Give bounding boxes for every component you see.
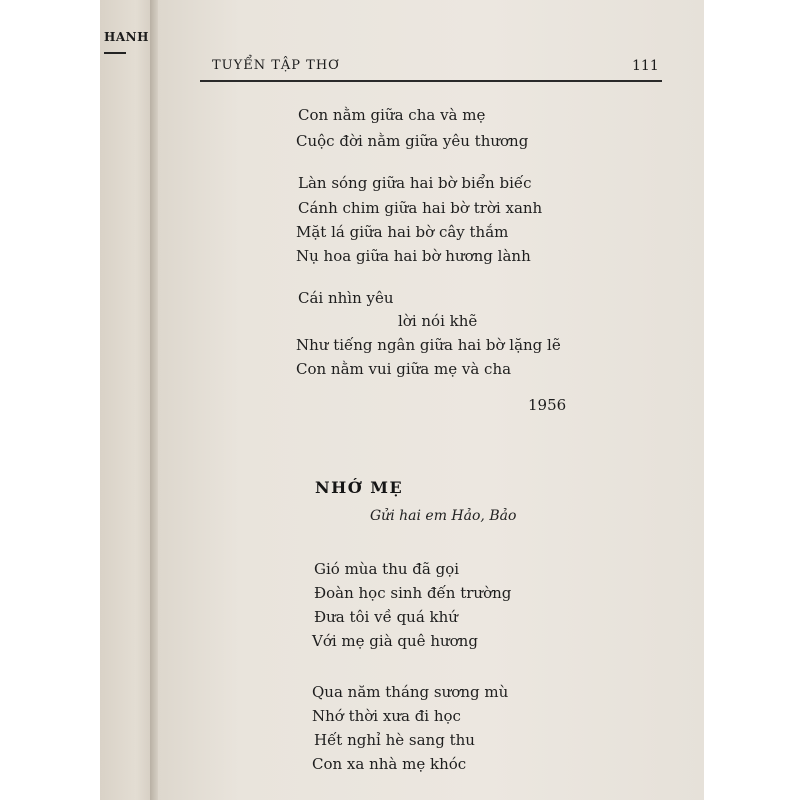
poem-line: Như tiếng ngân giữa hai bờ lặng lẽ bbox=[296, 336, 561, 354]
poem-year: 1956 bbox=[528, 396, 567, 414]
poem-line: Con xa nhà mẹ khóc bbox=[312, 755, 467, 773]
left-running-head: HANH bbox=[104, 30, 149, 44]
poem-line: Cánh chim giữa hai bờ trời xanh bbox=[298, 199, 543, 217]
poem-line: Đưa tôi về quá khứ bbox=[314, 608, 458, 626]
poem-line: Nụ hoa giữa hai bờ hương lành bbox=[296, 247, 531, 265]
poem-dedication: Gửi hai em Hảo, Bảo bbox=[370, 508, 517, 524]
poem-line: Mặt lá giữa hai bờ cây thắm bbox=[296, 223, 509, 241]
page-number: 111 bbox=[632, 58, 659, 74]
poem-line: Con nằm vui giữa mẹ và cha bbox=[296, 360, 512, 378]
poem-line: Cái nhìn yêu bbox=[298, 289, 394, 307]
poem-line: Cuộc đời nằm giữa yêu thương bbox=[296, 132, 529, 150]
poem-line: Con nằm giữa cha và mẹ bbox=[298, 106, 486, 124]
running-head: TUYỂN TẬP THƠ bbox=[212, 58, 340, 73]
poem-line: Hết nghỉ hè sang thu bbox=[314, 731, 475, 749]
poem-title: NHỚ MẸ bbox=[315, 478, 404, 497]
header-rule bbox=[200, 80, 662, 82]
poem-line: Đoàn học sinh đến trường bbox=[314, 584, 512, 602]
left-header-rule bbox=[104, 52, 126, 54]
poem-line: Qua năm tháng sương mù bbox=[312, 683, 509, 701]
poem-line: Nhớ thời xưa đi học bbox=[312, 707, 461, 725]
poem-line: Làn sóng giữa hai bờ biển biếc bbox=[298, 174, 532, 192]
poem-line: Với mẹ già quê hương bbox=[312, 632, 478, 650]
poem-line: Gió mùa thu đã gọi bbox=[314, 560, 460, 578]
book-gutter bbox=[150, 0, 158, 800]
poem-line: lời nói khẽ bbox=[398, 312, 478, 330]
